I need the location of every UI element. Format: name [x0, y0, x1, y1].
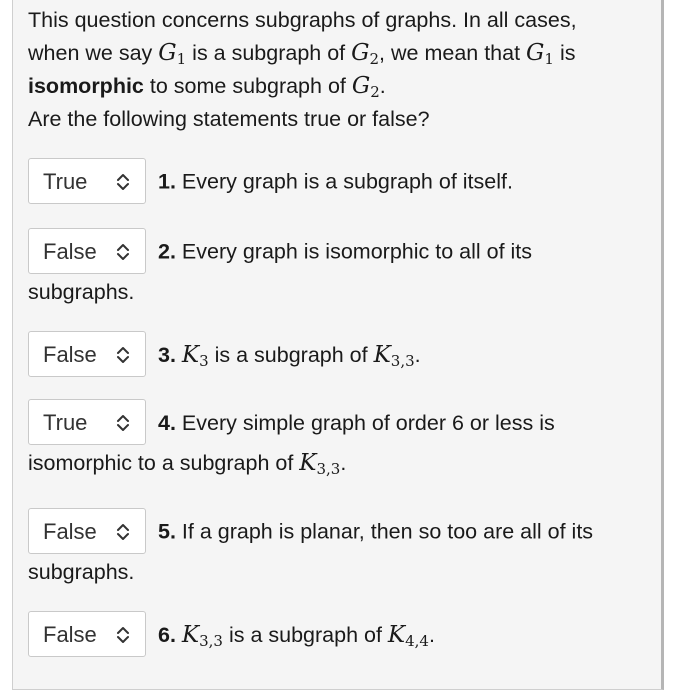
math-k33: $K_{3,3}$	[299, 450, 341, 478]
question-text: 3. $K_3$ is a subgraph of $K_{3,3}$.	[158, 341, 421, 370]
question-3	[28, 333, 638, 379]
answer-select-4[interactable]	[28, 399, 146, 445]
answer-select-value: False	[43, 342, 97, 367]
chevron-up-down-icon	[115, 242, 131, 262]
math-k33: $K_{3,3}$	[181, 621, 223, 650]
question-text: 6. $K_{3,3}$ is a subgraph of $K_{4,4}$.	[158, 621, 435, 650]
question-6	[28, 613, 638, 659]
answer-select-value: True	[43, 169, 88, 194]
question-text: 1. Every graph is a subgraph of itself.	[158, 169, 513, 194]
question-5	[28, 510, 638, 589]
math-k33: $K_{3,3}$	[373, 341, 415, 370]
intro-line-3: isomorphic to some subgraph of $G_2$.	[28, 73, 386, 101]
question-text: 4. Every simple graph of order 6 or less is isomorphic to a subgraph of $K_{3,3}$.	[28, 410, 555, 478]
answer-select-1[interactable]	[28, 158, 146, 204]
question-2	[28, 230, 638, 309]
answer-select-2[interactable]	[28, 228, 146, 274]
chevron-up-down-icon	[115, 413, 131, 433]
math-g2: $G_2$	[351, 40, 380, 68]
answer-select-3[interactable]	[28, 331, 146, 377]
answer-select-value: False	[43, 622, 97, 647]
math-g1: $G_1$	[158, 40, 187, 68]
intro-line-4: Are the following statements true or false?	[28, 107, 430, 131]
chevron-up-down-icon	[115, 172, 131, 192]
intro-text	[28, 4, 638, 136]
answer-select-5[interactable]	[28, 508, 146, 554]
math-g2: $G_2$	[351, 73, 380, 101]
intro-line-1: This question concerns subgraphs of graphs. In all cases,	[28, 8, 577, 32]
chevron-up-down-icon	[115, 345, 131, 365]
chevron-up-down-icon	[115, 625, 131, 645]
chevron-up-down-icon	[115, 522, 131, 542]
question-1	[28, 160, 638, 206]
answer-select-value: False	[43, 519, 97, 544]
answer-select-value: False	[43, 239, 97, 264]
answer-select-value: True	[43, 410, 88, 435]
question-text: 2. Every graph is isomorphic to all of its subgraphs.	[28, 239, 533, 304]
question-content	[28, 4, 638, 659]
math-k3: $K_3$	[181, 341, 209, 370]
question-text: 5. If a graph is planar, then so too are all of its subgraphs.	[28, 519, 594, 584]
math-k44: $K_{4,4}$	[387, 621, 429, 650]
intro-line-2: when we say $G_1$ is a subgraph of $G_2$, we mean that $G_1$ is	[28, 40, 576, 68]
math-g1: $G_1$	[526, 40, 554, 68]
answer-select-6[interactable]	[28, 611, 146, 657]
question-4	[28, 401, 638, 480]
